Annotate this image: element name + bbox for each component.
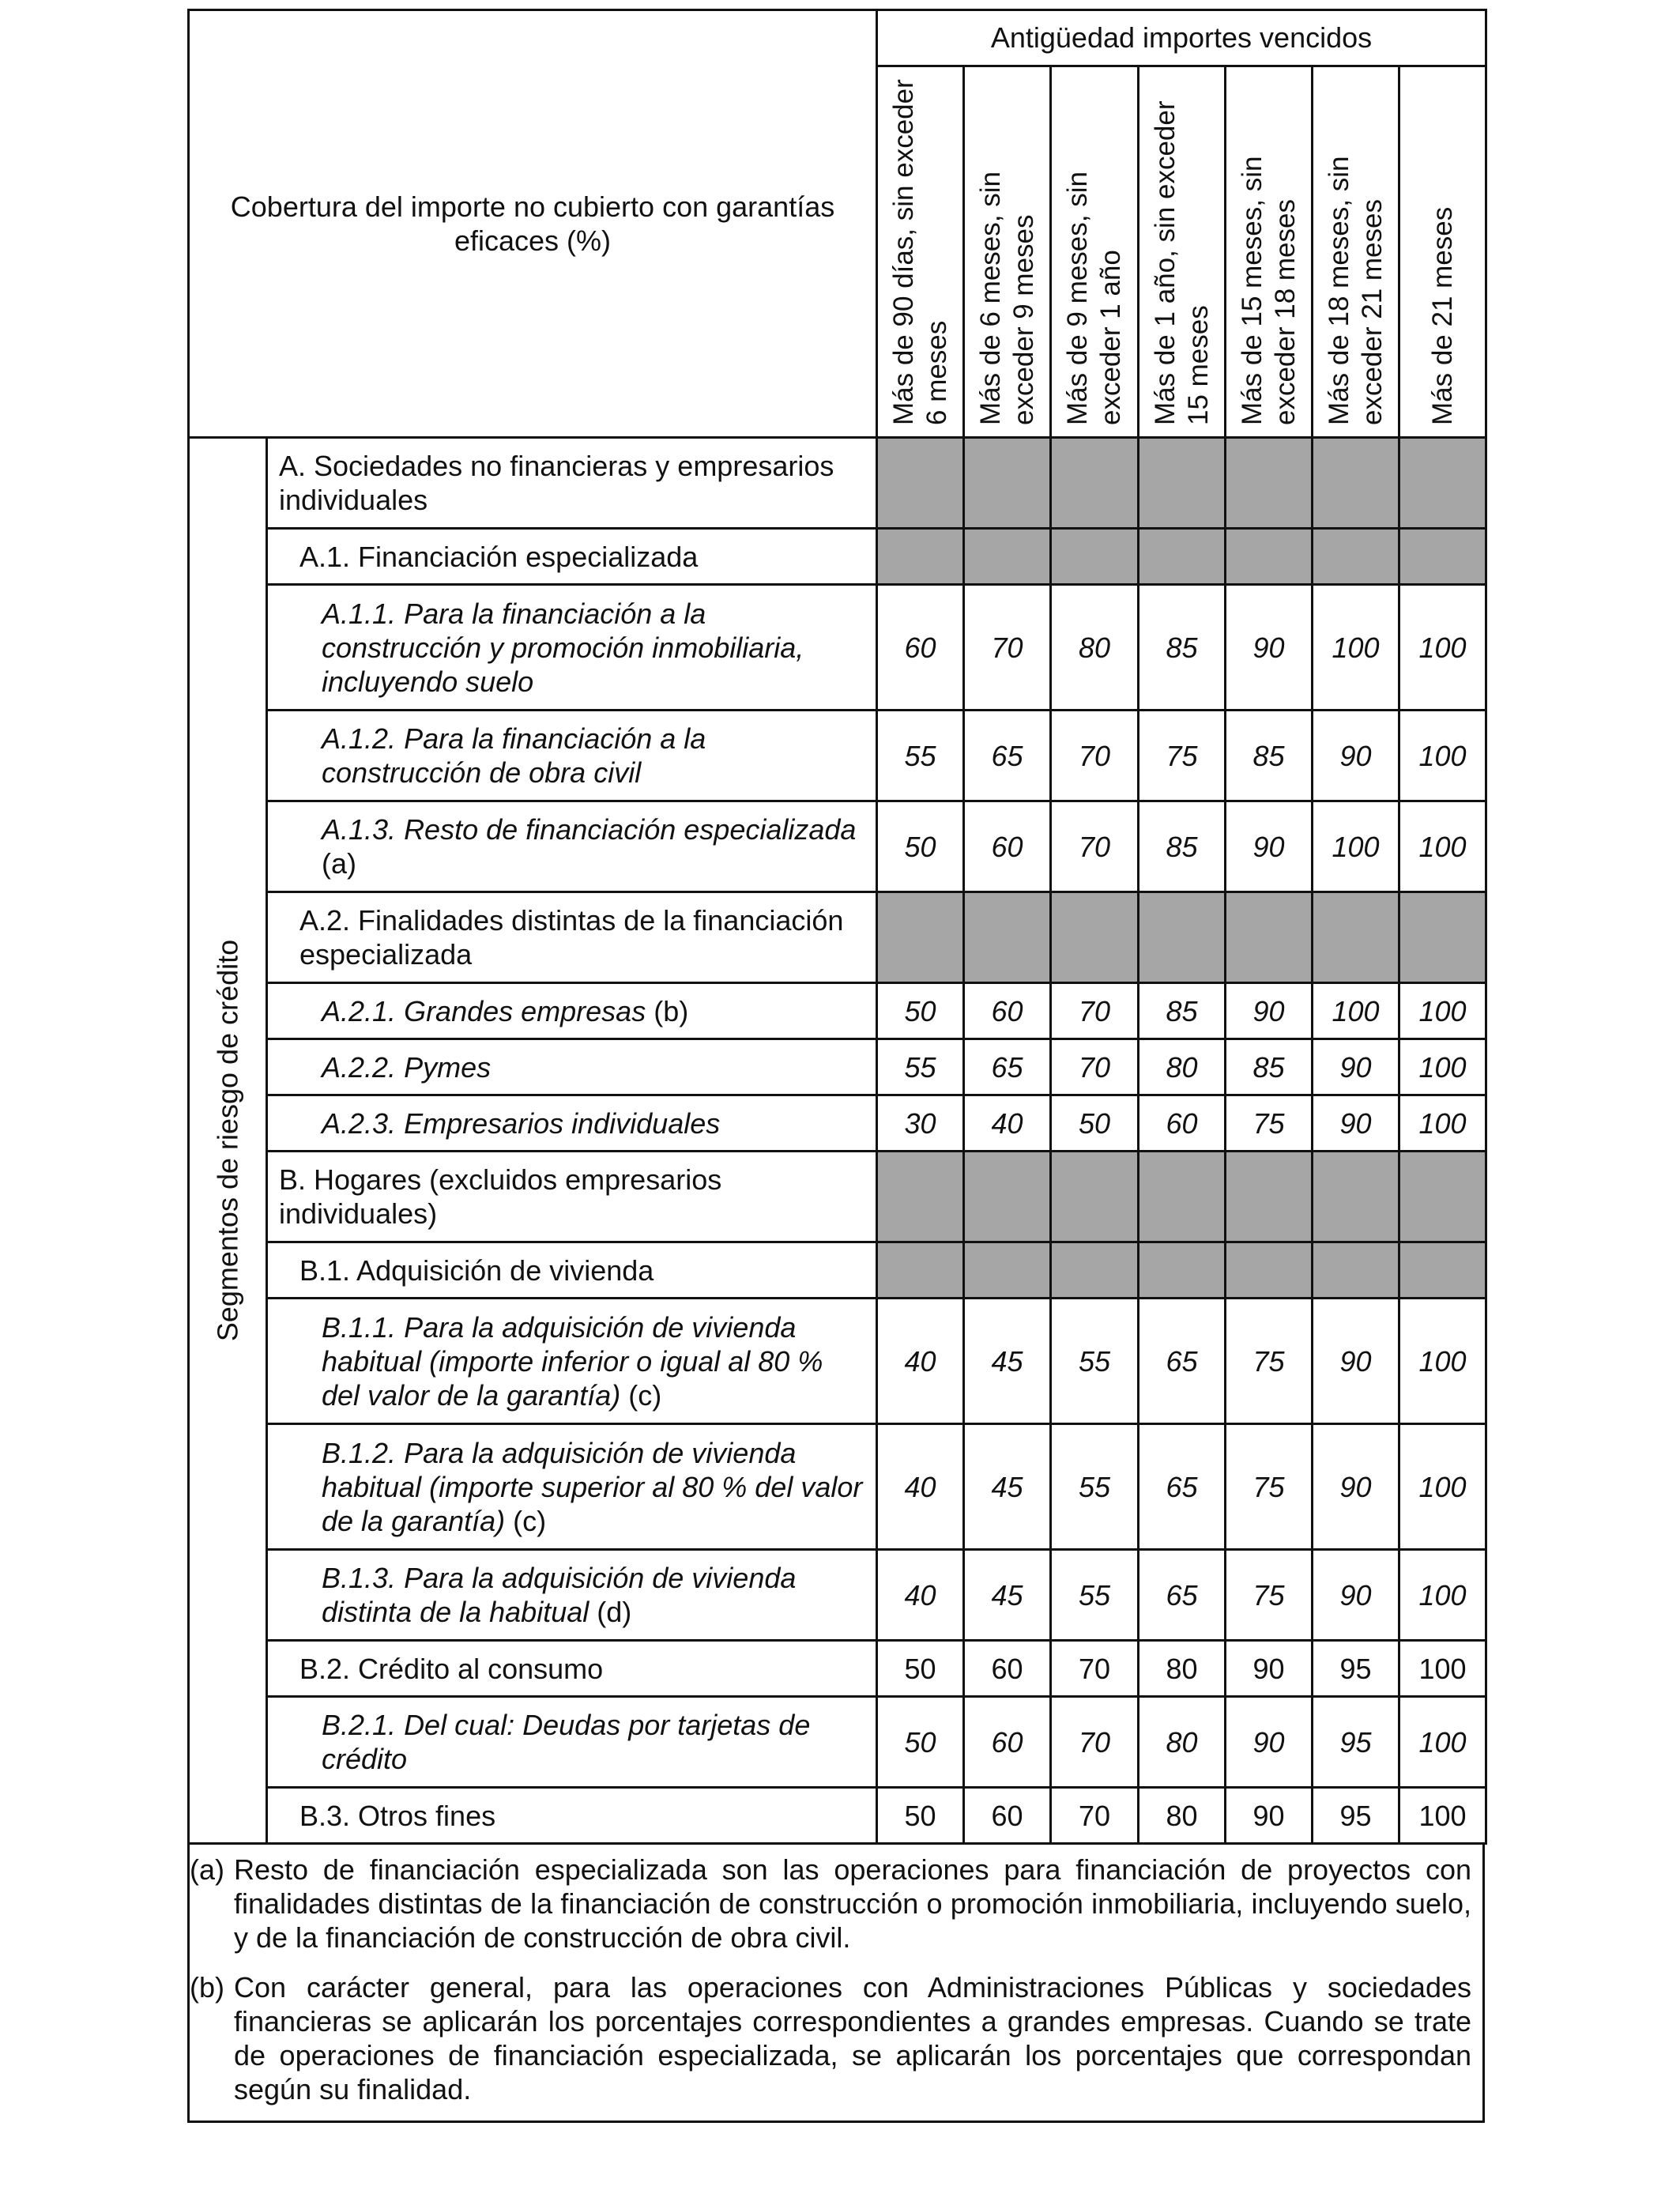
value-cell: 85: [1139, 585, 1226, 711]
value-cell: 50: [877, 983, 964, 1039]
footnote: [190, 1970, 1471, 2106]
value-cell: 50: [1051, 1095, 1139, 1152]
value-cell: 65: [964, 1039, 1051, 1095]
value-cell: 90: [1226, 1641, 1313, 1697]
table-row: [189, 983, 1486, 1039]
value-cell: 100: [1399, 1039, 1486, 1095]
shaded-cell: [1313, 438, 1399, 529]
value-cell: 60: [1139, 1095, 1226, 1152]
footnote-text: Con carácter general, para las operaciones con Administraciones Públicas y sociedades financieras se aplicarán los porcentajes correspondientes a grandes empresas. Cuando se trate de operaciones de financiación especializada, se aplicarán los porcentajes que correspondan según su finalidad.: [234, 1971, 1471, 2105]
value-cell: 40: [877, 1550, 964, 1641]
value-cell: 95: [1313, 1697, 1399, 1788]
value-cell: 70: [1051, 983, 1139, 1039]
value-cell: 90: [1226, 801, 1313, 892]
row-label-text: A.2. Finalidades distintas de la financiación especializada: [299, 904, 844, 971]
value-cell: 65: [1139, 1424, 1226, 1550]
row-label-text: B.1. Adquisición de vivienda: [299, 1253, 654, 1287]
value-cell: 90: [1313, 1299, 1399, 1424]
value-cell: 65: [964, 711, 1051, 801]
value-cell: 70: [1051, 1697, 1139, 1788]
value-cell: 100: [1313, 983, 1399, 1039]
value-cell: 60: [877, 585, 964, 711]
row-label-text: A.1.2. Para la financiación a la construcción de obra civil: [322, 722, 706, 789]
value-cell: 70: [1051, 711, 1139, 801]
table-row: [189, 1299, 1486, 1424]
age-group-header: Antigüedad importes vencidos: [877, 10, 1486, 66]
table-row: [189, 1788, 1486, 1844]
row-label-text: A.2.3. Empresarios individuales: [322, 1106, 721, 1140]
value-cell: 90: [1226, 1697, 1313, 1788]
column-header-label: Más de 21 meses: [1426, 207, 1458, 426]
shaded-cell: [1226, 438, 1313, 529]
shaded-cell: [1226, 1242, 1313, 1299]
row-label: [267, 1641, 877, 1697]
row-label-text: A.1.1. Para la financiación a la construcción y promoción inmobiliaria, incluyendo suelo: [322, 597, 804, 698]
shaded-cell: [1313, 1242, 1399, 1299]
shaded-cell: [877, 529, 964, 585]
column-header-label: Más de 18 meses, sin exceder 21 meses: [1323, 156, 1388, 426]
row-label-text: B.2.1. Del cual: Deudas por tarjetas de crédito: [322, 1709, 811, 1775]
footnote-marker: (a): [190, 1853, 224, 1886]
column-header: [1139, 66, 1226, 437]
footnotes: [187, 1845, 1485, 2123]
value-cell: 90: [1313, 1424, 1399, 1550]
value-cell: 80: [1139, 1788, 1226, 1844]
value-cell: 30: [877, 1095, 964, 1152]
value-cell: 75: [1226, 1299, 1313, 1424]
row-label-text: B.2. Crédito al consumo: [299, 1652, 604, 1685]
footnote: [190, 1853, 1471, 1955]
shaded-cell: [1313, 1152, 1399, 1242]
column-header: [877, 66, 964, 437]
table-header: [189, 10, 1486, 438]
value-cell: 55: [877, 1039, 964, 1095]
shaded-cell: [1399, 1242, 1486, 1299]
shaded-cell: [964, 1242, 1051, 1299]
row-label-text: A.1. Financiación especializada: [299, 540, 699, 573]
value-cell: 45: [964, 1550, 1051, 1641]
shaded-cell: [964, 529, 1051, 585]
value-cell: 70: [1051, 1788, 1139, 1844]
row-label: [267, 711, 877, 801]
table-row: [189, 1641, 1486, 1697]
shaded-cell: [1051, 892, 1139, 983]
value-cell: 100: [1399, 1641, 1486, 1697]
column-header: [964, 66, 1051, 437]
value-cell: 50: [877, 1641, 964, 1697]
table-row: [189, 1095, 1486, 1152]
value-cell: 90: [1226, 983, 1313, 1039]
shaded-cell: [1226, 529, 1313, 585]
table-row: [189, 585, 1486, 711]
value-cell: 70: [964, 585, 1051, 711]
shaded-cell: [964, 892, 1051, 983]
value-cell: 100: [1399, 983, 1486, 1039]
value-cell: 100: [1313, 585, 1399, 711]
row-note-ref: (b): [654, 994, 689, 1027]
table-row: [189, 1152, 1486, 1242]
shaded-cell: [877, 438, 964, 529]
row-label-text: B.3. Otros fines: [299, 1799, 496, 1832]
segment-label: Segmentos de riesgo de crédito: [211, 939, 244, 1342]
row-label: [267, 1095, 877, 1152]
shaded-cell: [1399, 438, 1486, 529]
value-cell: 80: [1139, 1641, 1226, 1697]
value-cell: 90: [1313, 1039, 1399, 1095]
value-cell: 60: [964, 1641, 1051, 1697]
row-label-text: A.2.2. Pymes: [322, 1050, 492, 1084]
row-label: [267, 1039, 877, 1095]
shaded-cell: [1313, 529, 1399, 585]
shaded-cell: [1399, 529, 1486, 585]
column-header-label: Más de 6 meses, sin exceder 9 meses: [974, 172, 1039, 426]
row-label-text: A.2.1. Grandes empresas: [322, 994, 646, 1027]
value-cell: 70: [1051, 801, 1139, 892]
value-cell: 40: [877, 1299, 964, 1424]
row-label: [267, 1550, 877, 1641]
column-header: [1051, 66, 1139, 437]
value-cell: 50: [877, 1788, 964, 1844]
value-cell: 90: [1313, 1095, 1399, 1152]
value-cell: 100: [1399, 711, 1486, 801]
table-row: [189, 529, 1486, 585]
shaded-cell: [1399, 892, 1486, 983]
coverage-header: Cobertura del importe no cubierto con garantías eficaces (%): [189, 10, 877, 438]
shaded-cell: [1399, 1152, 1486, 1242]
footnote-text: Resto de financiación especializada son las operaciones para financiación de proyectos con finalidades distintas de la financiación de construcción o promoción inmobiliaria, incluyendo suelo, y de la financiación de construcción de obra civil.: [234, 1853, 1471, 1954]
row-label: [267, 1424, 877, 1550]
value-cell: 50: [877, 801, 964, 892]
value-cell: 70: [1051, 1641, 1139, 1697]
row-label-text: B. Hogares (excluidos empresarios individuales): [279, 1163, 722, 1230]
value-cell: 100: [1399, 1788, 1486, 1844]
segment-label-cell: [189, 438, 267, 1844]
value-cell: 100: [1399, 1299, 1486, 1424]
value-cell: 100: [1399, 801, 1486, 892]
value-cell: 100: [1399, 1550, 1486, 1641]
value-cell: 100: [1313, 801, 1399, 892]
row-label: [267, 801, 877, 892]
table-row: [189, 1242, 1486, 1299]
value-cell: 75: [1226, 1095, 1313, 1152]
shaded-cell: [1139, 438, 1226, 529]
row-label-text: A.1.3. Resto de financiación especializada: [322, 813, 857, 846]
column-header-label: Más de 9 meses, sin exceder 1 año: [1062, 172, 1126, 426]
value-cell: 65: [1139, 1299, 1226, 1424]
column-header: [1399, 66, 1486, 437]
row-label-text: A. Sociedades no financieras y empresarios individuales: [279, 450, 834, 516]
shaded-cell: [1313, 892, 1399, 983]
row-label: [267, 892, 877, 983]
column-header-label: Más de 15 meses, sin exceder 18 meses: [1236, 156, 1301, 426]
value-cell: 90: [1226, 585, 1313, 711]
row-label: [267, 438, 877, 529]
value-cell: 50: [877, 1697, 964, 1788]
value-cell: 75: [1226, 1550, 1313, 1641]
row-label-text: B.1.2. Para la adquisición de vivienda habitual (importe superior al 80 % del valor de la garantía): [322, 1436, 863, 1537]
row-label-text: B.1.1. Para la adquisición de vivienda habitual (importe inferior o igual al 80 % del valor de la garantía): [322, 1310, 823, 1412]
value-cell: 75: [1139, 711, 1226, 801]
shaded-cell: [1139, 1242, 1226, 1299]
table-row: [189, 801, 1486, 892]
value-cell: 85: [1139, 983, 1226, 1039]
value-cell: 55: [1051, 1424, 1139, 1550]
coverage-table: [187, 9, 1487, 1845]
row-label: [267, 585, 877, 711]
value-cell: 75: [1226, 1424, 1313, 1550]
shaded-cell: [877, 892, 964, 983]
value-cell: 60: [964, 983, 1051, 1039]
row-label: [267, 1152, 877, 1242]
row-label: [267, 983, 877, 1039]
value-cell: 95: [1313, 1788, 1399, 1844]
value-cell: 100: [1399, 1095, 1486, 1152]
table-row: [189, 438, 1486, 529]
row-label: [267, 1242, 877, 1299]
table-row: [189, 1550, 1486, 1641]
value-cell: 85: [1139, 801, 1226, 892]
row-note-ref: (a): [322, 847, 356, 880]
table-row: [189, 1039, 1486, 1095]
shaded-cell: [1051, 529, 1139, 585]
value-cell: 70: [1051, 1039, 1139, 1095]
value-cell: 60: [964, 801, 1051, 892]
shaded-cell: [1051, 1152, 1139, 1242]
shaded-cell: [1051, 1242, 1139, 1299]
value-cell: 45: [964, 1299, 1051, 1424]
value-cell: 80: [1139, 1697, 1226, 1788]
value-cell: 60: [964, 1697, 1051, 1788]
value-cell: 55: [1051, 1550, 1139, 1641]
shaded-cell: [1139, 529, 1226, 585]
value-cell: 95: [1313, 1641, 1399, 1697]
value-cell: 85: [1226, 711, 1313, 801]
table-row: [189, 711, 1486, 801]
value-cell: 40: [877, 1424, 964, 1550]
value-cell: 60: [964, 1788, 1051, 1844]
shaded-cell: [964, 438, 1051, 529]
shaded-cell: [1139, 892, 1226, 983]
shaded-cell: [1226, 892, 1313, 983]
column-header: [1226, 66, 1313, 437]
value-cell: 45: [964, 1424, 1051, 1550]
shaded-cell: [877, 1242, 964, 1299]
table-row: [189, 1424, 1486, 1550]
footnote-marker: (b): [190, 1971, 224, 2004]
value-cell: 65: [1139, 1550, 1226, 1641]
shaded-cell: [877, 1152, 964, 1242]
value-cell: 80: [1051, 585, 1139, 711]
row-label: [267, 529, 877, 585]
row-label-text: B.1.3. Para la adquisición de vivienda distinta de la habitual: [322, 1562, 797, 1628]
value-cell: 40: [964, 1095, 1051, 1152]
value-cell: 100: [1399, 1424, 1486, 1550]
shaded-cell: [1139, 1152, 1226, 1242]
table-row: [189, 1697, 1486, 1788]
table-body: [189, 438, 1486, 1844]
row-label: [267, 1697, 877, 1788]
value-cell: 80: [1139, 1039, 1226, 1095]
value-cell: 90: [1313, 1550, 1399, 1641]
column-header-label: Más de 90 días, sin exceder 6 meses: [887, 79, 952, 426]
value-cell: 100: [1399, 585, 1486, 711]
column-header-label: Más de 1 año, sin exceder 15 meses: [1149, 100, 1214, 426]
row-note-ref: (c): [628, 1378, 662, 1412]
value-cell: 55: [1051, 1299, 1139, 1424]
value-cell: 55: [877, 711, 964, 801]
row-label: [267, 1299, 877, 1424]
column-header: [1313, 66, 1399, 437]
value-cell: 90: [1313, 711, 1399, 801]
shaded-cell: [1226, 1152, 1313, 1242]
row-note-ref: (c): [513, 1504, 547, 1537]
row-note-ref: (d): [597, 1596, 632, 1628]
value-cell: 100: [1399, 1697, 1486, 1788]
shaded-cell: [1051, 438, 1139, 529]
row-label: [267, 1788, 877, 1844]
table-row: [189, 892, 1486, 983]
shaded-cell: [964, 1152, 1051, 1242]
value-cell: 90: [1226, 1788, 1313, 1844]
coverage-document: [187, 9, 1485, 2123]
value-cell: 85: [1226, 1039, 1313, 1095]
